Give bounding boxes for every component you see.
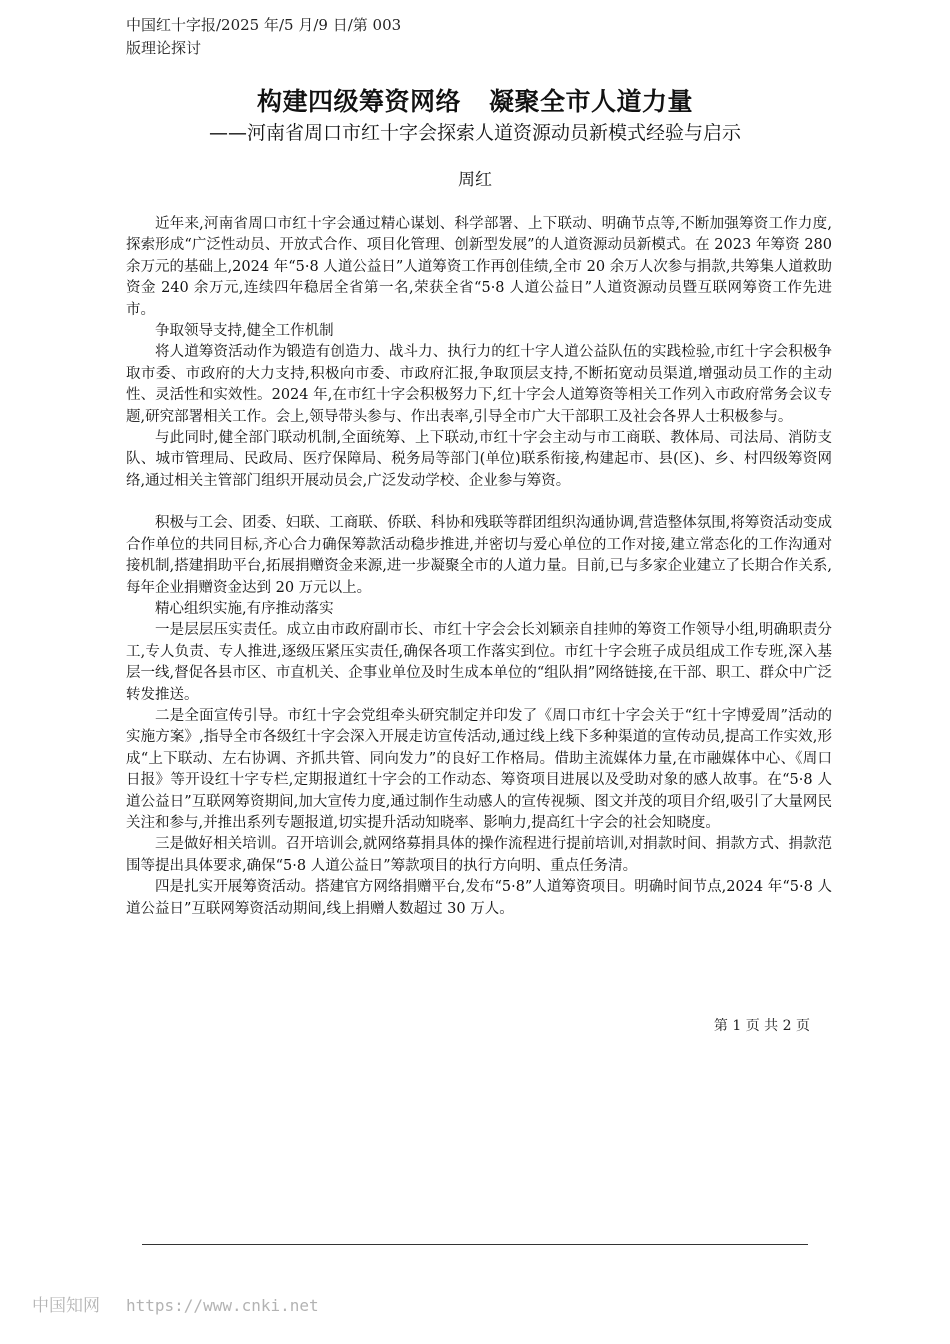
paragraph: 四是扎实开展筹资活动。搭建官方网络捐赠平台,发布“5·8”人道筹资项目。明确时间节点,2024 年“5·8 人道公益日”互联网筹资活动期间,线上捐赠人数超过 30 万人。: [126, 879, 832, 917]
article-body: [126, 214, 832, 920]
paragraph: 与此同时,健全部门联动机制,全面统筹、上下联动,市红十字会主动与市工商联、教体局、司法局、消防支队、城市管理局、民政局、医疗保障局、税务局等部门(单位)联系衔接,构建起市、县(区)、乡、村四级筹资网络,通过相关主管部门组织开展动员会,广泛发动学校、企业参与筹资。: [126, 430, 832, 489]
title-part-1: 构建四级筹资网络: [256, 87, 461, 116]
section-heading-leadership: 争取领导支持,健全工作机制: [155, 323, 334, 340]
paragraph: 二是全面宣传引导。市红十字会党组牵头研究制定并印发了《周口市红十字会关于“红十字博爱周”活动的实施方案》,指导全市各级红十字会深入开展走访宣传活动,通过线上线下多种渠道的宣传动员,提高工作实效,形成“上下联动、左右协调、齐抓共管、同向发力”的良好工作格局。借助主流媒体力量,在市融媒体中心、《周口日报》等开设红十字专栏,定期报道红十字会的工作动态、筹资项目进展以及受助对象的感人故事。在“5·8 人道公益日”互联网筹资期间,加大宣传力度,通过制作生动感人的宣传视频、图文并茂的项目介绍,吸引了大量网民关注和参与,并推出系列专题报道,切实提升活动知晓率、影响力,提高红十字会的社会知晓度。: [126, 707, 832, 831]
page-indicator: 第 1 页 共 2 页: [713, 1018, 810, 1034]
author: 周红: [458, 170, 492, 190]
footer-brand: 中国知网: [32, 1296, 100, 1316]
paragraph: 积极与工会、团委、妇联、工商联、侨联、科协和残联等群团组织沟通协调,营造整体氛围,将筹资活动变成合作单位的共同目标,齐心合力确保筹款活动稳步推进,并密切与爱心单位的工作对接,建立常态化的工作沟通对接机制,搭建捐助平台,拓展捐赠资金来源,进一步凝聚全市的人道力量。目前,已与多家企业建立了长期合作关系,每年企业捐赠资金达到 20 万元以上。: [126, 515, 832, 596]
header-source: 中国红十字报/2025 年/5 月/9 日/第 003: [126, 16, 402, 34]
paragraph-intro: 近年来,河南省周口市红十字会通过精心谋划、科学部署、上下联动、明确节点等,不断加强筹资工作力度,探索形成“广泛性动员、开放式合作、项目化管理、创新型发展”的人道资源动员新模式。在 2023 年筹资 280 余万元的基础上,2024 年“5·8 人道公益日”人道筹资工作再创佳绩,全市 20 余万人次参与捐款,共筹集人道救助资金 240 余万元,连续四年稳居全省第一名,荣获全省“5·8 人道公益日”人道资源动员暨互联网筹资工作先进市。: [126, 216, 832, 318]
title-part-2: 凝聚全市人道力量: [489, 87, 694, 116]
paragraph: 三是做好相关培训。召开培训会,就网络募捐具体的操作流程进行提前培训,对捐款时间、捐款方式、捐款范围等提出具体要求,确保“5·8 人道公益日”筹款项目的执行方向明、重点任务清。: [126, 836, 832, 874]
paragraph: 将人道筹资活动作为锻造有创造力、战斗力、执行力的红十字人道公益队伍的实践检验,市红十字会积极争取市委、市政府的大力支持,积极向市委、市政府汇报,争取顶层支持,不断拓宽动员渠道,增强动员工作的主动性、灵活性和实效性。2024 年,在市红十字会积极努力下,红十字会人道筹资等相关工作列入市政府常务会议专题,研究部署相关工作。会上,领导带头参与、作出表率,引导全市广大干部职工及社会各界人士积极参与。: [126, 344, 832, 425]
footer-divider: [142, 1244, 808, 1245]
page-title: [0, 86, 950, 118]
header-section: 版理论探讨: [126, 39, 202, 57]
section-heading-implementation: 精心组织实施,有序推动落实: [155, 600, 334, 617]
paragraph: 一是层层压实责任。成立由市政府副市长、市红十字会会长刘颖亲自挂帅的筹资工作领导小组,明确职责分工,专人负责、专人推进,逐级压紧压实责任,确保各项工作落实到位。市红十字会班子成员组成工作专班,深入基层一线,督促各县市区、市直机关、企事业单位及时生成本单位的“组队捐”网络链接,在干部、职工、群众中广泛转发推送。: [126, 622, 832, 703]
footer-watermark: [32, 1294, 319, 1318]
footer-url[interactable]: https://www.cnki.net: [126, 1296, 319, 1315]
header: [126, 14, 401, 60]
page-subtitle: ——河南省周口市红十字会探索人道资源动员新模式经验与启示: [208, 122, 741, 144]
